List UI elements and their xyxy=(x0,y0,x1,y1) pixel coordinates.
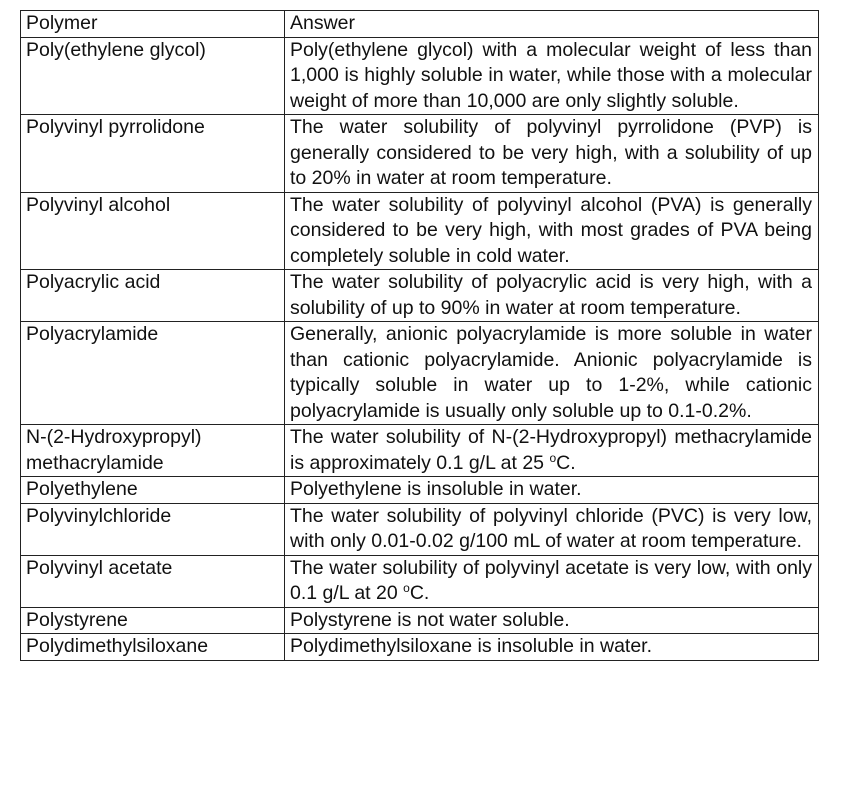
table-row xyxy=(21,37,819,115)
degree-symbol: o xyxy=(403,581,410,595)
table-row xyxy=(21,322,819,425)
answer-cell xyxy=(285,555,819,607)
polymer-cell: Polyacrylamide xyxy=(21,322,285,425)
table-row xyxy=(21,607,819,634)
answer-cell: Generally, anionic polyacrylamide is more soluble in water than cationic polyacrylamide. Anionic polyacrylamide is typically soluble in water up to 1-2%, while cationic polyacrylamide is usually only soluble up to 0.1-0.2%. xyxy=(285,322,819,425)
polymer-cell: Polyvinyl acetate xyxy=(21,555,285,607)
polymer-cell: Polydimethylsiloxane xyxy=(21,634,285,661)
polymer-cell: Polystyrene xyxy=(21,607,285,634)
answer-cell: Polyethylene is insoluble in water. xyxy=(285,477,819,504)
answer-cell: Polystyrene is not water soluble. xyxy=(285,607,819,634)
polymer-cell: Polyacrylic acid xyxy=(21,270,285,322)
table-row xyxy=(21,555,819,607)
answer-cell: The water solubility of polyacrylic acid is very high, with a solubility of up to 90% in water at room temperature. xyxy=(285,270,819,322)
answer-text: The water solubility of polyvinyl acetate is very low, with only 0.1 g/L at 20 xyxy=(290,556,812,604)
document-page xyxy=(20,10,820,661)
table-row xyxy=(21,503,819,555)
table-row xyxy=(21,115,819,193)
polymer-cell: Polyvinyl pyrrolidone xyxy=(21,115,285,193)
polymer-cell: Polyethylene xyxy=(21,477,285,504)
answer-text: The water solubility of N-(2-Hydroxypropyl) methacrylamide is approximately 0.1 g/L at 25 xyxy=(290,426,812,474)
table-row xyxy=(21,425,819,477)
table-row xyxy=(21,477,819,504)
degree-symbol: o xyxy=(549,450,557,465)
polymer-cell: Polyvinylchloride xyxy=(21,503,285,555)
header-answer: Answer xyxy=(285,11,819,38)
answer-cell xyxy=(285,425,819,477)
answer-cell: Poly(ethylene glycol) with a molecular weight of less than 1,000 is highly soluble in water, while those with a molecular weight of more than 10,000 are only slightly soluble. xyxy=(285,37,819,115)
polymer-cell: Poly(ethylene glycol) xyxy=(21,37,285,115)
table-row xyxy=(21,270,819,322)
answer-cell: Polydimethylsiloxane is insoluble in water. xyxy=(285,634,819,661)
polymer-solubility-table xyxy=(20,10,819,661)
polymer-cell: Polyvinyl alcohol xyxy=(21,192,285,270)
answer-unit: C. xyxy=(409,582,430,604)
answer-unit: C. xyxy=(556,451,576,474)
polymer-cell: N-(2-Hydroxypropyl) methacrylamide xyxy=(21,425,285,477)
table-row xyxy=(21,634,819,661)
answer-cell: The water solubility of polyvinyl chloride (PVC) is very low, with only 0.01-0.02 g/100 mL of water at room temperature. xyxy=(285,503,819,555)
answer-cell: The water solubility of polyvinyl alcohol (PVA) is generally considered to be very high, with most grades of PVA being completely soluble in cold water. xyxy=(285,192,819,270)
header-polymer: Polymer xyxy=(21,11,285,38)
answer-cell: The water solubility of polyvinyl pyrrolidone (PVP) is generally considered to be very high, with a solubility of up to 20% in water at room temperature. xyxy=(285,115,819,193)
table-header-row xyxy=(21,11,819,38)
table-row xyxy=(21,192,819,270)
